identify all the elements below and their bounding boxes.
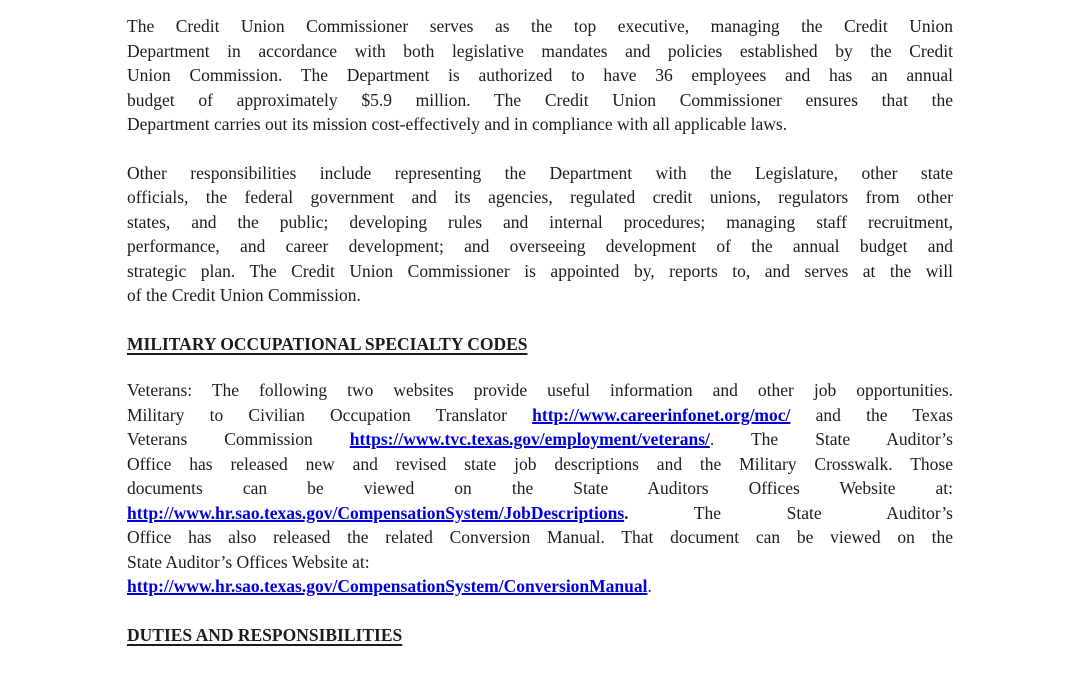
text-line: [127, 112, 953, 137]
text-line: [127, 476, 953, 501]
text-line: [127, 88, 953, 113]
hyperlink-conversion-manual[interactable]: http://www.hr.sao.texas.gov/CompensationSystem/ConversionManual: [127, 576, 648, 596]
text-segment: Union Commission. The Department is authorized to have 36 employees and has an annual: [127, 65, 953, 85]
text-segment: Office has also released the related Conversion Manual. That document can be viewed on the: [127, 527, 953, 547]
text-line: [127, 574, 953, 599]
text-segment: performance, and career development; and overseeing development of the annual budget and: [127, 236, 953, 256]
section-heading-mos-codes: [127, 332, 953, 357]
text-segment: documents can be viewed on the State Auditors Offices Website at:: [127, 478, 953, 498]
text-segment: .: [624, 502, 629, 523]
text-segment: states, and the public; developing rules and internal procedures; managing staff recruitment,: [127, 211, 953, 232]
paragraph-responsibilities: [127, 161, 953, 308]
text-segment: budget of approximately $5.9 million. The Credit Union Commissioner ensures that the: [127, 89, 953, 110]
text-line: [127, 403, 953, 428]
text-segment: Military to Civilian Occupation Translator: [127, 404, 533, 425]
section-heading-duties: [127, 623, 953, 648]
hyperlink-tvc-veterans[interactable]: https://www.tvc.texas.gov/employment/veterans/: [349, 429, 710, 449]
text-segment: Office has released new and revised state job descriptions and the Military Crosswalk. Those: [127, 453, 953, 474]
text-line: [127, 63, 953, 88]
heading-text: DUTIES AND RESPONSIBILITIES: [127, 624, 403, 645]
text-segment: The State Auditor’s: [628, 502, 953, 523]
text-segment: of the Credit Union Commission.: [127, 285, 361, 305]
text-segment: officials, the federal government and its agencies, regulated credit unions, regulators from other: [127, 187, 953, 207]
text-line: [127, 525, 953, 550]
text-line: [127, 452, 953, 477]
text-line: [127, 210, 953, 235]
text-line: [127, 14, 953, 39]
hyperlink-job-descriptions[interactable]: http://www.hr.sao.texas.gov/CompensationSystem/JobDescriptions: [127, 502, 625, 523]
heading-text: MILITARY OCCUPATIONAL SPECIALTY CODES: [127, 333, 528, 354]
text-line: [127, 161, 953, 186]
text-line: [127, 427, 953, 452]
text-segment: and the Texas: [790, 404, 953, 425]
text-segment: Veterans Commission: [127, 429, 350, 449]
text-segment: . The State Auditor’s: [709, 429, 953, 449]
paragraph-veterans: [127, 378, 953, 599]
text-line: [127, 378, 953, 403]
text-segment: strategic plan. The Credit Union Commissioner is appointed by, reports to, and serves at the will: [127, 260, 953, 281]
text-segment: The Credit Union Commissioner serves as the top executive, managing the Credit Union: [127, 16, 953, 36]
text-segment: Other responsibilities include representing the Department with the Legislature, other state: [127, 162, 953, 183]
text-line: [127, 259, 953, 284]
text-segment: Department carries out its mission cost-effectively and in compliance with all applicable laws.: [127, 114, 788, 134]
text-segment: Department in accordance with both legislative mandates and policies established by the Credit: [127, 40, 953, 61]
hyperlink-careerinfonet[interactable]: http://www.careerinfonet.org/moc/: [532, 404, 791, 425]
text-line: [127, 185, 953, 210]
text-segment: State Auditor’s Offices Website at:: [127, 551, 370, 572]
text-line: [127, 501, 953, 526]
text-line: [127, 234, 953, 259]
paragraph-intro: [127, 14, 953, 137]
text-line: [127, 39, 953, 64]
text-segment: .: [647, 576, 652, 596]
text-line: [127, 550, 953, 575]
text-segment: Veterans: The following two websites provide useful information and other job opportunities.: [127, 380, 953, 400]
text-line: [127, 283, 953, 308]
